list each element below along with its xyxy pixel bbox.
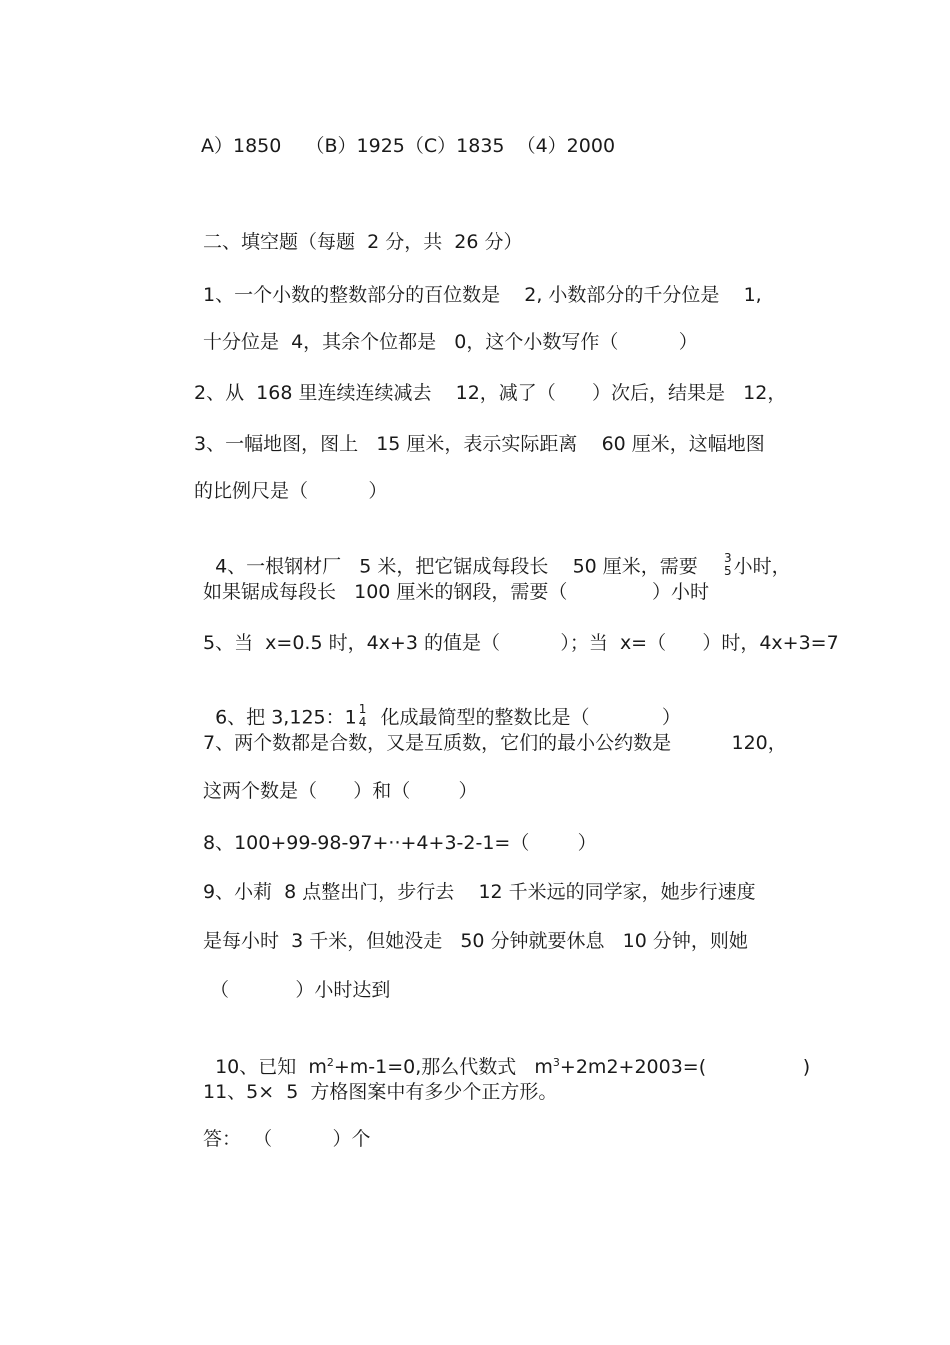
question-11-answer: 答： （ ）个 [203,1128,371,1150]
fraction-one-quarter [359,703,367,729]
question-3-line-1: 3、一幅地图，图上 15 厘米，表示实际距离 60 厘米，这幅地图 [194,433,765,455]
question-5-line-1: 5、当 x=0.5 时，4x+3 的值是（ ）；当 x=（ ）时，4x+3=7 [203,632,839,654]
question-9-line-1: 9、小莉 8 点整出门，步行去 12 千米远的同学家，她步行速度 [203,881,756,903]
question-9-line-2: 是每小时 3 千米，但她没走 50 分钟就要休息 10 分钟，则她 [203,930,748,952]
question-8-line-1: 8、100+99-98-97+··+4+3-2-1=（ ） [203,832,597,854]
question-11-line-1: 11、5× 5 方格图案中有多少个正方形。 [203,1081,558,1103]
question-10-line-1 [203,1031,810,1079]
question-1-line-1: 1、一个小数的整数部分的百位数是 2, 小数部分的千分位是 1, [203,284,762,306]
question-4-text-b: 小时， [733,555,791,578]
question-10-text-a: 10、已知 m [215,1056,327,1078]
fraction-numerator: 3 [723,551,732,565]
question-9-line-3: （ ）小时达到 [210,979,391,1001]
question-1-line-2: 十分位是 4，其余个位都是 0，这个小数写作（ ） [203,331,698,353]
answer-options: A）1850 （B）1925（C）1835 （4）2000 [201,135,616,157]
fraction-denominator: 5 [723,564,732,578]
question-10-text-c: +2m2+2003=( ) [559,1056,811,1078]
question-6-line-1 [203,681,681,731]
question-7-line-2: 这两个数是（ ）和（ ） [203,780,478,802]
question-7-line-1: 7、两个数都是合数，又是互质数，它们的最小公约数是 120， [203,732,787,754]
fraction-denominator: 4 [358,715,367,729]
superscript-exponent: 2 [326,1056,334,1069]
section-title: 二、填空题（每题 2 分，共 26 分） [203,231,523,253]
question-6-text-a: 6、把 3,125：1 [215,706,357,729]
question-3-line-2: 的比例尺是（ ） [194,480,388,502]
superscript-exponent: 3 [552,1056,560,1069]
question-2-line-1: 2、从 168 里连续连续减去 12，减了（ ）次后，结果是 12， [194,382,787,404]
fraction-numerator: 1 [358,702,367,716]
question-4-text-a: 4、一根钢材厂 5 米，把它锯成每段长 50 厘米，需要 [215,555,722,578]
question-4-line-1 [203,530,791,580]
question-10-text-b: +m-1=0,那么代数式 m [333,1056,553,1078]
question-4-line-2: 如果锯成每段长 100 厘米的钢段，需要（ ）小时 [203,581,709,603]
fraction-three-fifths [724,552,732,578]
question-6-text-b: 化成最简型的整数比是（ ） [368,706,681,729]
